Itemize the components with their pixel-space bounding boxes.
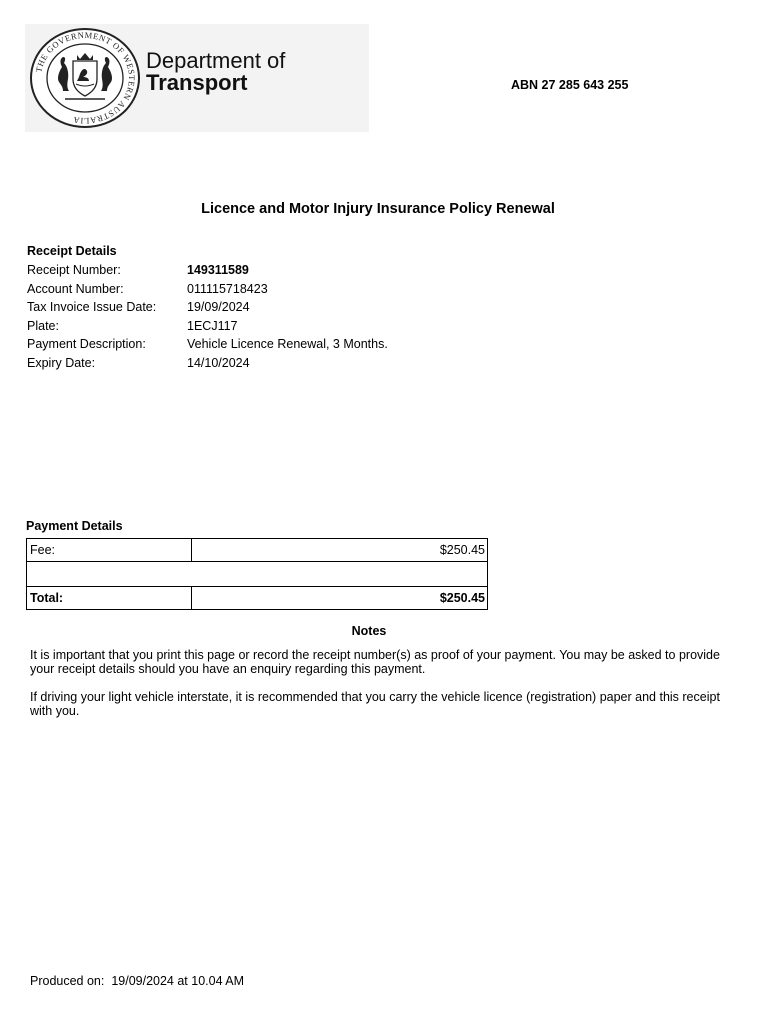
produced-on-label: Produced on: <box>30 974 105 988</box>
plate-label: Plate: <box>27 318 59 333</box>
document-title: Licence and Motor Injury Insurance Policy Renewal <box>201 201 555 217</box>
government-seal-icon <box>29 27 141 129</box>
issue-date-value: 19/09/2024 <box>187 300 250 314</box>
total-label: Total: <box>27 587 192 610</box>
blank-cell <box>27 562 488 587</box>
department-logo <box>25 24 369 132</box>
seal-text: THE GOVERNMENT OF WESTERN AUSTRALIA <box>33 29 138 127</box>
account-number-value: 011115718423 <box>187 281 268 296</box>
notes-paragraph-2: If driving your light vehicle interstate, it is recommended that you carry the vehicle licence (registration) paper and this receipt with you. <box>30 690 720 718</box>
abn-number: ABN 27 285 643 255 <box>511 78 629 92</box>
produced-on-value: 19/09/2024 at 10.04 AM <box>111 974 245 988</box>
fee-value: $250.45 <box>192 539 488 562</box>
department-name-line1: Department of <box>146 48 286 73</box>
payment-description-label: Payment Description: <box>27 337 146 351</box>
fee-row <box>27 539 488 562</box>
department-name <box>146 50 285 94</box>
account-number-label: Account Number: <box>27 281 124 296</box>
notes-heading: Notes <box>351 624 387 638</box>
receipt-number-label: Receipt Number: <box>27 263 121 277</box>
plate-value: 1ECJ117 <box>187 318 238 333</box>
fee-label: Fee: <box>27 539 192 562</box>
produced-on <box>30 974 244 988</box>
total-row <box>27 587 488 610</box>
expiry-date-value: 14/10/2024 <box>187 355 250 370</box>
receipt-details-heading: Receipt Details <box>27 244 117 258</box>
payment-description-value: Vehicle Licence Renewal, 3 Months. <box>187 337 388 351</box>
notes-paragraph-1: It is important that you print this page or record the receipt number(s) as proof of your payment. You may be asked to provide your receipt details should you have an enquiry regarding this payment. <box>30 648 720 676</box>
payment-table <box>26 538 488 610</box>
payment-details-heading: Payment Details <box>26 519 123 533</box>
expiry-date-label: Expiry Date: <box>27 355 96 370</box>
blank-row <box>27 562 488 587</box>
receipt-number-value: 149311589 <box>187 263 249 277</box>
issue-date-label: Tax Invoice Issue Date: <box>27 300 157 314</box>
total-value: $250.45 <box>192 587 488 610</box>
department-name-line2: Transport <box>146 70 248 95</box>
